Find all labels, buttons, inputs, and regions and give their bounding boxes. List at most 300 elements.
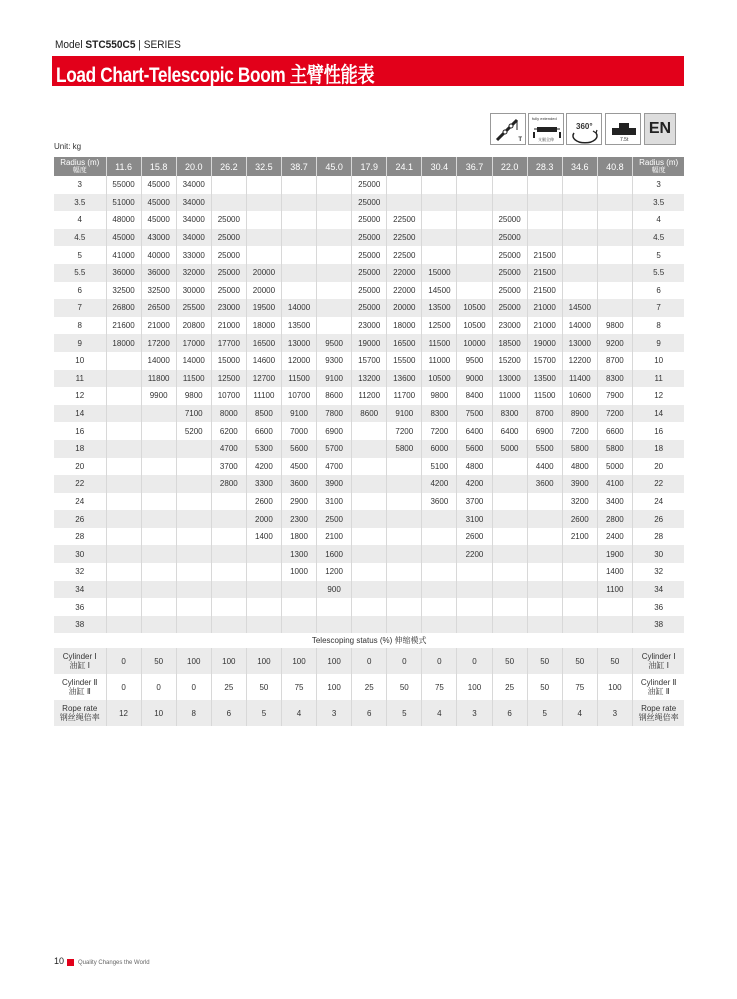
load-cell: 5800 [597, 440, 632, 458]
load-cell: 1300 [281, 545, 316, 563]
load-cell: 43000 [141, 229, 176, 247]
boom-length-header: 22.0 [492, 157, 527, 176]
radius-cell: 12 [54, 387, 106, 405]
load-cell: 8300 [492, 405, 527, 423]
load-cell [562, 545, 597, 563]
load-cell: 15200 [492, 352, 527, 370]
load-cell [281, 246, 316, 264]
load-cell [106, 458, 141, 476]
telescoping-value-cell: 100 [317, 674, 352, 700]
load-cell [106, 493, 141, 511]
load-cell [527, 194, 562, 212]
boom-length-header: 20.0 [176, 157, 211, 176]
load-cell [387, 616, 422, 634]
boom-length-header: 28.3 [527, 157, 562, 176]
load-cell: 9200 [597, 334, 632, 352]
telescoping-value-cell: 5 [246, 700, 281, 726]
row-label-cn: 钢丝绳倍率 [638, 713, 679, 723]
load-cell [106, 563, 141, 581]
load-cell [527, 510, 562, 528]
load-cell [141, 493, 176, 511]
load-cell: 19000 [527, 334, 562, 352]
radius-cell-right: 28 [632, 528, 684, 546]
load-cell: 9500 [457, 352, 492, 370]
load-cell: 25000 [211, 282, 246, 300]
telescoping-value-cell: 75 [422, 674, 457, 700]
load-cell: 14000 [141, 352, 176, 370]
load-cell [317, 616, 352, 634]
load-cell: 21500 [527, 246, 562, 264]
load-cell [387, 598, 422, 616]
radius-cell-right: 20 [632, 458, 684, 476]
radius-cell-right: 7 [632, 299, 684, 317]
row-label-en: Rope rate [641, 704, 677, 714]
load-cell [457, 229, 492, 247]
radius-cell: 18 [54, 440, 106, 458]
load-cell [246, 616, 281, 634]
load-cell: 13000 [492, 370, 527, 388]
load-cell: 21000 [141, 317, 176, 335]
load-cell [597, 211, 632, 229]
row-label-en: Cylinder Ⅰ [641, 652, 676, 662]
load-cell: 4800 [457, 458, 492, 476]
telescoping-row-label [54, 648, 106, 674]
load-cell: 33000 [176, 246, 211, 264]
crane-boom-icon [490, 113, 526, 145]
load-cell [141, 440, 176, 458]
load-cell: 7200 [422, 422, 457, 440]
load-cell: 5200 [176, 422, 211, 440]
table-row [54, 334, 684, 352]
load-cell: 3600 [281, 475, 316, 493]
load-cell [141, 510, 176, 528]
radius-cell: 30 [54, 545, 106, 563]
load-cell: 7500 [457, 405, 492, 423]
load-cell: 25000 [352, 211, 387, 229]
load-cell [352, 493, 387, 511]
load-cell [246, 229, 281, 247]
load-cell: 4800 [562, 458, 597, 476]
load-cell: 14000 [281, 299, 316, 317]
load-cell: 21000 [211, 317, 246, 335]
telescoping-value-cell: 50 [527, 648, 562, 674]
load-cell: 2600 [562, 510, 597, 528]
radius-cell: 3.5 [54, 194, 106, 212]
load-cell: 45000 [141, 194, 176, 212]
load-cell [176, 528, 211, 546]
load-cell [106, 387, 141, 405]
telescoping-row [54, 674, 684, 700]
load-cell [211, 176, 246, 194]
load-cell: 5600 [281, 440, 316, 458]
radius-cell: 38 [54, 616, 106, 634]
load-cell: 10700 [211, 387, 246, 405]
load-cell: 25000 [352, 229, 387, 247]
load-cell: 14000 [562, 317, 597, 335]
load-cell: 12000 [281, 352, 316, 370]
title-banner [52, 56, 684, 86]
load-cell: 21500 [527, 264, 562, 282]
radius-cell: 36 [54, 598, 106, 616]
load-cell [387, 475, 422, 493]
load-cell [211, 510, 246, 528]
telescoping-value-cell: 75 [562, 674, 597, 700]
load-cell: 11000 [492, 387, 527, 405]
radius-cell-right: 38 [632, 616, 684, 634]
radius-cell: 7 [54, 299, 106, 317]
load-cell [176, 616, 211, 634]
load-cell [562, 282, 597, 300]
model-line [55, 39, 181, 51]
load-cell [457, 282, 492, 300]
telescoping-value-cell: 4 [281, 700, 316, 726]
load-cell: 6200 [211, 422, 246, 440]
load-cell: 13500 [422, 299, 457, 317]
radius-cell: 22 [54, 475, 106, 493]
load-cell: 40000 [141, 246, 176, 264]
load-cell: 10500 [457, 317, 492, 335]
radius-cell: 11 [54, 370, 106, 388]
load-cell [352, 510, 387, 528]
load-cell: 9800 [597, 317, 632, 335]
load-cell [176, 440, 211, 458]
load-cell: 5000 [492, 440, 527, 458]
load-cell: 14500 [422, 282, 457, 300]
load-cell: 23000 [492, 317, 527, 335]
load-cell [597, 598, 632, 616]
load-cell: 3900 [317, 475, 352, 493]
load-cell [211, 616, 246, 634]
load-cell [387, 176, 422, 194]
telescoping-value-cell: 5 [527, 700, 562, 726]
load-cell [422, 229, 457, 247]
load-cell: 2600 [246, 493, 281, 511]
load-cell [141, 581, 176, 599]
load-cell [422, 176, 457, 194]
load-cell [562, 598, 597, 616]
radius-header-cn: 幅度 [72, 166, 87, 174]
load-cell [352, 458, 387, 476]
telescoping-value-cell: 50 [562, 648, 597, 674]
load-cell: 5600 [457, 440, 492, 458]
telescoping-value-cell: 25 [492, 674, 527, 700]
load-cell: 1800 [281, 528, 316, 546]
load-cell: 14600 [246, 352, 281, 370]
load-cell [211, 493, 246, 511]
load-cell [317, 194, 352, 212]
status-row [54, 633, 684, 648]
radius-cell: 4 [54, 211, 106, 229]
load-cell: 3200 [562, 493, 597, 511]
load-cell [106, 545, 141, 563]
load-cell [492, 475, 527, 493]
load-cell [317, 264, 352, 282]
telescoping-value-cell: 0 [457, 648, 492, 674]
load-cell: 13600 [387, 370, 422, 388]
table-row [54, 194, 684, 212]
load-cell: 2800 [211, 475, 246, 493]
brand-square-icon [67, 959, 74, 966]
table-row [54, 458, 684, 476]
language-en-badge[interactable]: EN [644, 113, 676, 145]
telescoping-value-cell: 4 [562, 700, 597, 726]
radius-cell: 34 [54, 581, 106, 599]
telescoping-value-cell: 6 [352, 700, 387, 726]
telescoping-value-cell: 100 [597, 674, 632, 700]
counterweight-label: 7.5t [620, 137, 629, 143]
load-cell: 6900 [527, 422, 562, 440]
radius-cell-right: 9 [632, 334, 684, 352]
table-row [54, 475, 684, 493]
load-cell: 3600 [527, 475, 562, 493]
table-row [54, 493, 684, 511]
load-cell: 20000 [246, 264, 281, 282]
load-cell: 6900 [317, 422, 352, 440]
row-label-en: Rope rate [62, 704, 98, 714]
radius-cell-right: 3.5 [632, 194, 684, 212]
table-row [54, 282, 684, 300]
load-cell: 10700 [281, 387, 316, 405]
footer [54, 956, 150, 966]
fully-extended-cn: 支腿全伸 [538, 137, 554, 142]
load-cell [141, 422, 176, 440]
load-cell: 25000 [352, 194, 387, 212]
load-cell [141, 563, 176, 581]
load-cell: 7200 [597, 405, 632, 423]
load-cell: 48000 [106, 211, 141, 229]
telescoping-value-cell: 25 [352, 674, 387, 700]
load-cell: 11500 [422, 334, 457, 352]
load-cell: 21600 [106, 317, 141, 335]
load-cell [562, 194, 597, 212]
load-cell: 19000 [352, 334, 387, 352]
boom-length-header: 45.0 [317, 157, 352, 176]
load-cell: 26500 [141, 299, 176, 317]
load-cell: 15500 [387, 352, 422, 370]
load-cell [492, 545, 527, 563]
load-cell: 30000 [176, 282, 211, 300]
row-label-cn: 油缸 Ⅱ [647, 687, 670, 697]
radius-cell: 3 [54, 176, 106, 194]
load-cell [562, 229, 597, 247]
table-row [54, 440, 684, 458]
load-cell: 13000 [562, 334, 597, 352]
load-cell [562, 246, 597, 264]
load-cell [317, 317, 352, 335]
load-cell [176, 545, 211, 563]
telescoping-value-cell: 0 [106, 674, 141, 700]
load-cell: 25000 [211, 229, 246, 247]
load-cell: 9100 [281, 405, 316, 423]
load-cell: 21000 [527, 317, 562, 335]
load-cell: 15000 [211, 352, 246, 370]
load-cell [246, 563, 281, 581]
load-cell: 1400 [597, 563, 632, 581]
telescoping-row-label [54, 674, 106, 700]
load-cell [422, 581, 457, 599]
load-cell [527, 229, 562, 247]
telescoping-value-cell: 100 [457, 674, 492, 700]
load-cell: 51000 [106, 194, 141, 212]
load-cell [562, 616, 597, 634]
load-cell [387, 493, 422, 511]
table-row [54, 299, 684, 317]
telescoping-status-label: Telescoping status (%) 伸缩模式 [54, 633, 684, 648]
radius-header-label: Radius (m) [60, 157, 100, 167]
load-cell: 3400 [597, 493, 632, 511]
load-cell: 25000 [352, 246, 387, 264]
radius-cell: 26 [54, 510, 106, 528]
load-cell: 16500 [246, 334, 281, 352]
boom-length-header: 32.5 [246, 157, 281, 176]
load-cell: 34000 [176, 194, 211, 212]
load-cell [246, 545, 281, 563]
load-cell [246, 211, 281, 229]
load-cell: 25000 [352, 264, 387, 282]
load-cell [176, 458, 211, 476]
load-cell: 18000 [387, 317, 422, 335]
load-cell: 13500 [281, 317, 316, 335]
table-row [54, 176, 684, 194]
load-cell [422, 563, 457, 581]
load-cell: 15700 [352, 352, 387, 370]
load-cell: 6600 [246, 422, 281, 440]
load-cell: 7900 [597, 387, 632, 405]
load-cell [141, 545, 176, 563]
load-cell [387, 458, 422, 476]
load-cell [211, 194, 246, 212]
load-cell: 1000 [281, 563, 316, 581]
load-cell [422, 211, 457, 229]
radius-header-right [632, 157, 684, 176]
load-cell: 7100 [176, 405, 211, 423]
telescoping-value-cell: 0 [422, 648, 457, 674]
row-label-en: Cylinder Ⅱ [640, 678, 677, 688]
boom-length-header: 15.8 [141, 157, 176, 176]
load-cell [106, 616, 141, 634]
load-cell: 55000 [106, 176, 141, 194]
load-cell: 25500 [176, 299, 211, 317]
load-cell [141, 458, 176, 476]
load-cell: 8500 [246, 405, 281, 423]
row-label-cn: 钢丝绳倍率 [59, 713, 100, 723]
load-cell: 25000 [211, 264, 246, 282]
load-cell: 18500 [492, 334, 527, 352]
telescoping-value-cell: 10 [141, 700, 176, 726]
load-cell [317, 229, 352, 247]
load-cell [281, 616, 316, 634]
load-cell: 25000 [492, 246, 527, 264]
load-cell: 2100 [562, 528, 597, 546]
fully-extended-label: fully extended [532, 116, 557, 121]
radius-header [54, 157, 106, 176]
load-cell: 8400 [457, 387, 492, 405]
load-cell [246, 246, 281, 264]
table-row [54, 246, 684, 264]
telescoping-value-cell: 100 [246, 648, 281, 674]
load-cell: 11100 [246, 387, 281, 405]
load-cell [211, 563, 246, 581]
load-cell [422, 528, 457, 546]
radius-cell-right: 10 [632, 352, 684, 370]
telescoping-value-cell: 0 [176, 674, 211, 700]
load-cell: 12200 [562, 352, 597, 370]
table-row [54, 528, 684, 546]
load-cell: 17700 [211, 334, 246, 352]
load-cell: 45000 [141, 176, 176, 194]
radius-cell-right: 12 [632, 387, 684, 405]
header-row [54, 157, 684, 176]
load-cell: 22500 [387, 229, 422, 247]
load-cell [527, 528, 562, 546]
load-cell [352, 422, 387, 440]
load-cell: 4200 [422, 475, 457, 493]
load-cell: 25000 [352, 282, 387, 300]
telescoping-value-cell: 3 [317, 700, 352, 726]
load-cell: 8300 [422, 405, 457, 423]
load-cell [527, 545, 562, 563]
radius-cell: 6 [54, 282, 106, 300]
telescoping-value-cell: 0 [106, 648, 141, 674]
load-cell: 10500 [457, 299, 492, 317]
load-cell: 8700 [527, 405, 562, 423]
load-cell: 7000 [281, 422, 316, 440]
load-cell: 3100 [317, 493, 352, 511]
telescoping-value-cell: 100 [211, 648, 246, 674]
boom-length-header: 11.6 [106, 157, 141, 176]
radius-cell: 5.5 [54, 264, 106, 282]
load-cell [352, 475, 387, 493]
load-cell: 5100 [422, 458, 457, 476]
load-cell: 18000 [106, 334, 141, 352]
load-cell: 41000 [106, 246, 141, 264]
load-cell: 18000 [246, 317, 281, 335]
load-cell: 11500 [527, 387, 562, 405]
table-row [54, 510, 684, 528]
load-cell [457, 581, 492, 599]
load-cell [246, 598, 281, 616]
telescoping-value-cell: 50 [246, 674, 281, 700]
load-cell: 21000 [527, 299, 562, 317]
load-cell: 34000 [176, 176, 211, 194]
load-cell [352, 598, 387, 616]
telescoping-value-cell: 100 [317, 648, 352, 674]
load-cell [106, 598, 141, 616]
telescoping-value-cell: 3 [457, 700, 492, 726]
load-cell [597, 194, 632, 212]
load-cell: 2200 [457, 545, 492, 563]
load-cell [106, 581, 141, 599]
table-row [54, 264, 684, 282]
radius-cell-right: 6 [632, 282, 684, 300]
load-cell [457, 264, 492, 282]
load-cell [597, 282, 632, 300]
telescoping-value-cell: 8 [176, 700, 211, 726]
load-cell: 25000 [492, 299, 527, 317]
load-cell: 13500 [527, 370, 562, 388]
load-cell [176, 581, 211, 599]
load-cell: 12700 [246, 370, 281, 388]
load-cell: 1900 [597, 545, 632, 563]
load-cell [176, 493, 211, 511]
load-cell [527, 493, 562, 511]
load-cell [562, 211, 597, 229]
load-cell: 2800 [597, 510, 632, 528]
load-cell: 6600 [597, 422, 632, 440]
radius-cell: 8 [54, 317, 106, 335]
load-cell: 17200 [141, 334, 176, 352]
load-cell [387, 545, 422, 563]
